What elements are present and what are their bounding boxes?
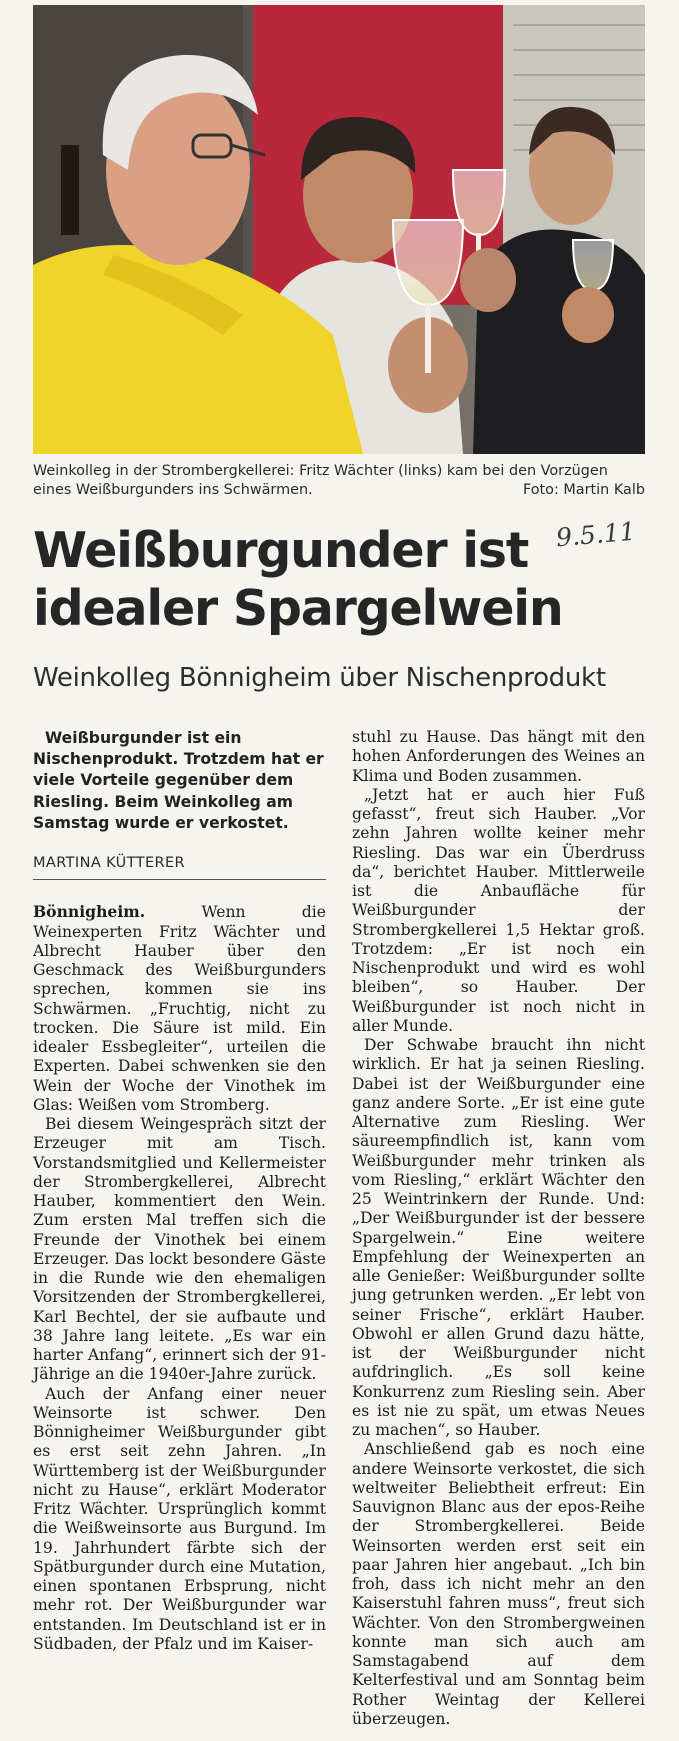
- paragraph-3-continued: stuhl zu Hause. Das hängt mit den hohen Anforderungen des Weines an Klima und Boden zusammen.: [352, 728, 645, 785]
- headline: [33, 522, 633, 638]
- photo-credit: Foto: Martin Kalb: [522, 482, 645, 498]
- photo-of-four-men-tasting-wine: [33, 5, 645, 454]
- handwritten-date: 9.5.11: [554, 516, 637, 553]
- article-photo: [33, 5, 645, 454]
- author-byline: MARTINA KÜTTERER: [33, 854, 326, 880]
- photo-caption: [33, 462, 645, 500]
- caption-line-1: Weinkolleg in der Strombergkellerei: Fritz Wächter (links) kam bei den Vorzügen: [33, 463, 608, 479]
- subheadline: Weinkolleg Bönnigheim über Nischenprodukt: [33, 663, 606, 693]
- paragraph-5: Der Schwabe braucht ihn nicht wirklich. Er hat ja seinen Riesling. Dabei ist der Weißburgunder eine ganz andere Sorte. „Er ist eine gute Alternative zum Riesling. Wer säureempfindlich ist, kann vom Weißburgunder mehr trinken als vom Riesling,“ erklärt Wächter den 25 Weintrinkern der Runde. Und: „Der Weißburgunder ist der bessere Spargelwein.“ Eine weitere Empfehlung der Weinexperten an alle Genießer: Weißburgunder sollte jung getrunken werden. „Er lebt von seiner Frische“, erklärt Hauber. Obwohl er allen Grund dazu hätte, ist der Weißburgunder nicht aufdringlich. „Es soll keine Konkurrenz zum Riesling sein. Aber es ist nie zu spät, um etwas Neues zu machen“, so Hauber.: [352, 1036, 645, 1439]
- paragraph-4: „Jetzt hat er auch hier Fuß gefasst“, freut sich Hauber. „Vor zehn Jahren wollte keiner mehr Riesling. Das war ein Überdruss da“, berichtet Hauber. Mittlerweile ist die Anbaufläche für Weißburgunder der Strombergkellerei 1,5 Hektar groß. Trotzdem: „Er ist noch ein Nischenprodukt und wird es wohl bleiben“, so Hauber. Der Weißburgunder ist noch nicht in aller Munde.: [352, 785, 645, 1035]
- caption-line-2: eines Weißburgunders ins Schwärmen.: [33, 482, 313, 498]
- headline-line-2: idealer Spargelwein: [33, 580, 563, 637]
- paragraph-2: Bei diesem Weingespräch sitzt der Erzeuger mit am Tisch. Vorstandsmitglied und Kellermeister der Strombergkellerei, Albrecht Hauber, kommentiert den Wein. Zum ersten Mal treffen sich die Freunde der Vinothek bei einem Erzeuger. Das lockt besondere Gäste in die Runde wie den ehemaligen Vorsitzenden der Strombergkellerei, Karl Bechtel, der sie aufbaute und 38 Jahre lang leitete. „Es war ein harter Anfang“, erinnert sich der 91-Jährige an die 1940er-Jahre zurück.: [33, 1115, 326, 1384]
- headline-line-1: Weißburgunder ist: [33, 522, 529, 579]
- article-teaser: Weißburgunder ist ein Nischenprodukt. Trotzdem hat er viele Vorteile gegenüber dem Riesling. Beim Weinkolleg am Samstag wurde er verkostet.: [33, 729, 324, 832]
- dateline: Bönnigheim.: [33, 902, 146, 922]
- article-column-right: [352, 728, 645, 1729]
- paragraph-6: Anschließend gab es noch eine andere Weinsorte verkostet, die sich weltweiter Beliebtheit erfreut: Ein Sauvignon Blanc aus der epos-Reihe der Strombergkellerei. Beide Weinsorten werden erst seit ein paar Jahren hier angebaut. „Ich bin froh, dass ich nicht mehr an den Kaiserstuhl fahren muss“, freut sich Wächter. Von den Strombergweinen konnte man sich auch am Samstagabend auf dem Kelterfestival und am Sonntag beim Rother Weintag der Kellerei überzeugen.: [352, 1440, 645, 1728]
- paragraph-1: Bönnigheim. Wenn die Weinexperten Fritz Wächter und Albrecht Hauber über den Geschmack des Weißburgunders sprechen, kommen sie ins Schwärmen. „Fruchtig, nicht zu trocken. Die Säure ist mild. Ein idealer Essbegleiter“, urteilen die Experten. Dabei schwenken sie den Wein der Woche der Vinothek im Glas: Weißen vom Stromberg.: [33, 902, 326, 1114]
- article-column-left: [33, 728, 326, 1654]
- paragraph-3: Auch der Anfang einer neuer Weinsorte ist schwer. Den Bönnigheimer Weißburgunder gibt es erst seit zehn Jahren. „In Württemberg ist der Weißburgunder nicht zu Hause“, erklärt Moderator Fritz Wächter. Ursprünglich kommt die Weißweinsorte aus Burgund. Im 19. Jahrhundert färbte sich der Spätburgunder durch eine Mutation, einen spontanen Erbsprung, nicht mehr rot. Der Weißburgunder war entstanden. Im Deutschland ist er in Südbaden, der Pfalz und im Kaiser-: [33, 1384, 326, 1653]
